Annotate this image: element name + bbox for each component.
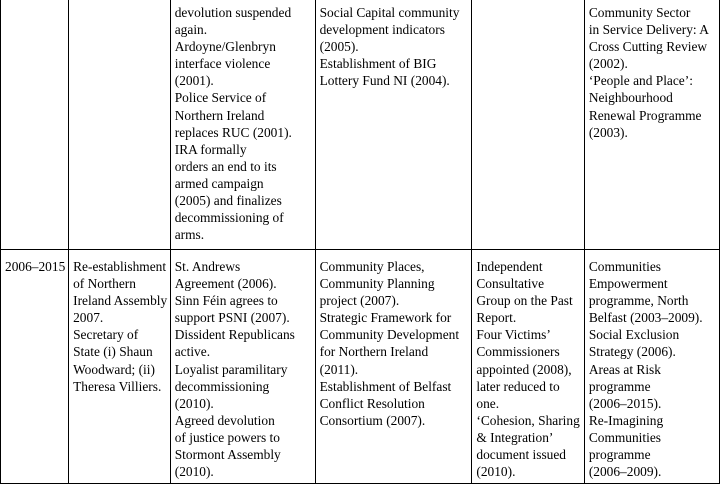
cell-text-line: (2005). bbox=[319, 39, 359, 55]
cell-text-line: (2005) and finalizes bbox=[174, 193, 282, 209]
cell-text-line: orders an end to its bbox=[174, 158, 277, 174]
cell-text-line: of Northern bbox=[73, 276, 136, 292]
cell-text-line: appointed (2008), bbox=[476, 361, 572, 377]
cell-text-line: in Service Delivery: A bbox=[588, 22, 709, 38]
cell-text-line: (2001). bbox=[174, 73, 214, 89]
governance-cell bbox=[69, 250, 171, 484]
cell-text-line: Communities bbox=[588, 259, 661, 274]
community-development-cell bbox=[315, 0, 472, 250]
cell-text-line: Lottery Fund NI (2004). bbox=[319, 73, 450, 89]
cell-text-line: decommissioning of bbox=[174, 210, 284, 226]
cell-text-line: development indicators bbox=[319, 22, 445, 38]
cell-text-line: again. bbox=[174, 22, 208, 38]
cell-text-line: Ireland Assembly bbox=[73, 293, 168, 309]
cell-text-line: (2006–2015). bbox=[588, 395, 662, 411]
cell-text-line: Neighbourhood bbox=[588, 90, 673, 106]
cell-text-line: Northern Ireland bbox=[174, 107, 265, 123]
cell-text-line: replaces RUC (2001). bbox=[174, 124, 292, 140]
community-development-cell bbox=[315, 250, 472, 484]
cell-text-line: (2010). bbox=[174, 395, 214, 411]
cell-text-line: Stormont Assembly bbox=[174, 447, 281, 463]
cell-text-line: arms. bbox=[174, 227, 205, 243]
period-cell bbox=[1, 0, 69, 250]
cell-text-line: Group on the Past bbox=[476, 293, 573, 309]
cell-text-line: IRA formally bbox=[174, 141, 247, 157]
cell-text-line: ‘People and Place’: bbox=[588, 73, 693, 89]
cell-text-line: (2003). bbox=[588, 124, 628, 140]
cell-text-line: Communities bbox=[588, 429, 661, 445]
policy-programmes-cell bbox=[584, 250, 719, 484]
cell-text-line: Consultative bbox=[476, 276, 545, 292]
cell-text-line: active. bbox=[174, 344, 211, 360]
cell-text-line: decommissioning bbox=[174, 378, 270, 394]
cell-text-line: 2007. bbox=[73, 310, 104, 326]
cell-text-line: Dissident Republicans bbox=[174, 327, 295, 343]
cell-text-line: of justice powers to bbox=[174, 429, 280, 445]
table-row bbox=[1, 0, 720, 250]
cell-text-line: Empowerment bbox=[588, 276, 668, 292]
cell-text-line: Agreed devolution bbox=[174, 412, 275, 428]
cell-text-line: Sinn Féin agrees to bbox=[174, 293, 278, 309]
cell-text-line: Community Planning bbox=[319, 276, 435, 292]
cell-text-line: Community Sector bbox=[588, 5, 691, 20]
political-events-cell bbox=[170, 0, 315, 250]
cell-text-line: Conflict Resolution bbox=[319, 395, 425, 411]
cell-text-line: Consortium (2007). bbox=[319, 412, 426, 428]
cell-text-line: & Integration’ bbox=[476, 429, 554, 445]
period-cell bbox=[1, 250, 69, 484]
cell-text-line: project (2007). bbox=[319, 293, 400, 309]
cell-text-line: one. bbox=[476, 395, 500, 411]
cell-text-line: interface violence bbox=[174, 56, 271, 72]
dealing-with-past-cell bbox=[472, 250, 584, 484]
cell-text-line: Re-Imagining bbox=[588, 412, 664, 428]
cell-text-line: Strategic Framework for bbox=[319, 310, 452, 326]
governance-cell bbox=[69, 0, 171, 250]
cell-text-line: Community Development bbox=[319, 327, 460, 343]
cell-text-line: Cross Cutting Review bbox=[588, 39, 708, 55]
cell-text-line: (2011). bbox=[319, 361, 359, 377]
cell-text-line: Establishment of BIG bbox=[319, 56, 437, 72]
cell-text-line: for Northern Ireland bbox=[319, 344, 429, 360]
cell-text-line: Social Capital community bbox=[319, 5, 460, 20]
cell-text-line: Community Places, bbox=[319, 259, 425, 274]
cell-text-line: programme bbox=[588, 378, 651, 394]
cell-text-line: Strategy (2006). bbox=[588, 344, 676, 360]
cell-text-line: Ardoyne/Glenbryn bbox=[174, 39, 276, 55]
cell-text-line: devolution suspended bbox=[174, 5, 292, 20]
cell-text-line: Renewal Programme bbox=[588, 107, 702, 123]
cell-text-line: Areas at Risk bbox=[588, 361, 661, 377]
cell-text-line: Social Exclusion bbox=[588, 327, 680, 343]
cell-text-line: later reduced to bbox=[476, 378, 560, 394]
cell-text-line: Police Service of bbox=[174, 90, 267, 106]
cell-text-line: Secretary of bbox=[73, 327, 139, 343]
cell-text-line: ‘Cohesion, Sharing bbox=[476, 412, 580, 428]
cell-text-line: Loyalist paramilitary bbox=[174, 361, 288, 377]
cell-text-line: Woodward; (ii) bbox=[73, 361, 155, 377]
political-events-cell bbox=[170, 250, 315, 484]
cell-text-line: State (i) Shaun bbox=[73, 344, 153, 360]
cell-text-line: document issued bbox=[476, 447, 567, 463]
cell-text-line: Belfast (2003–2009). bbox=[588, 310, 703, 326]
cell-text-line: Theresa Villiers. bbox=[73, 378, 162, 394]
cell-text-line: Establishment of Belfast bbox=[319, 378, 452, 394]
cell-text-line: 2006–2015 bbox=[5, 259, 66, 274]
cell-text-line: (2010). bbox=[476, 464, 516, 480]
cell-text-line: Agreement (2006). bbox=[174, 276, 277, 292]
dealing-with-past-cell bbox=[472, 0, 584, 250]
cell-text-line: Independent bbox=[476, 259, 543, 274]
cell-text-line: St. Andrews bbox=[174, 259, 241, 274]
cell-text-line: (2006–2009). bbox=[588, 464, 662, 480]
policy-programmes-cell bbox=[584, 0, 719, 250]
cell-text-line: (2010). bbox=[174, 464, 214, 480]
cell-text-line: Four Victims’ bbox=[476, 327, 551, 343]
cell-text-line: armed campaign bbox=[174, 175, 264, 191]
cell-text-line: programme, North bbox=[588, 293, 689, 309]
cell-text-line: Re-establishment bbox=[73, 259, 167, 274]
table-row bbox=[1, 250, 720, 484]
cell-text-line: Commissioners bbox=[476, 344, 560, 360]
cell-text-line: programme bbox=[588, 447, 651, 463]
cell-text-line: (2002). bbox=[588, 56, 628, 72]
cell-text-line: support PSNI (2007). bbox=[174, 310, 290, 326]
cell-text-line: Report. bbox=[476, 310, 517, 326]
